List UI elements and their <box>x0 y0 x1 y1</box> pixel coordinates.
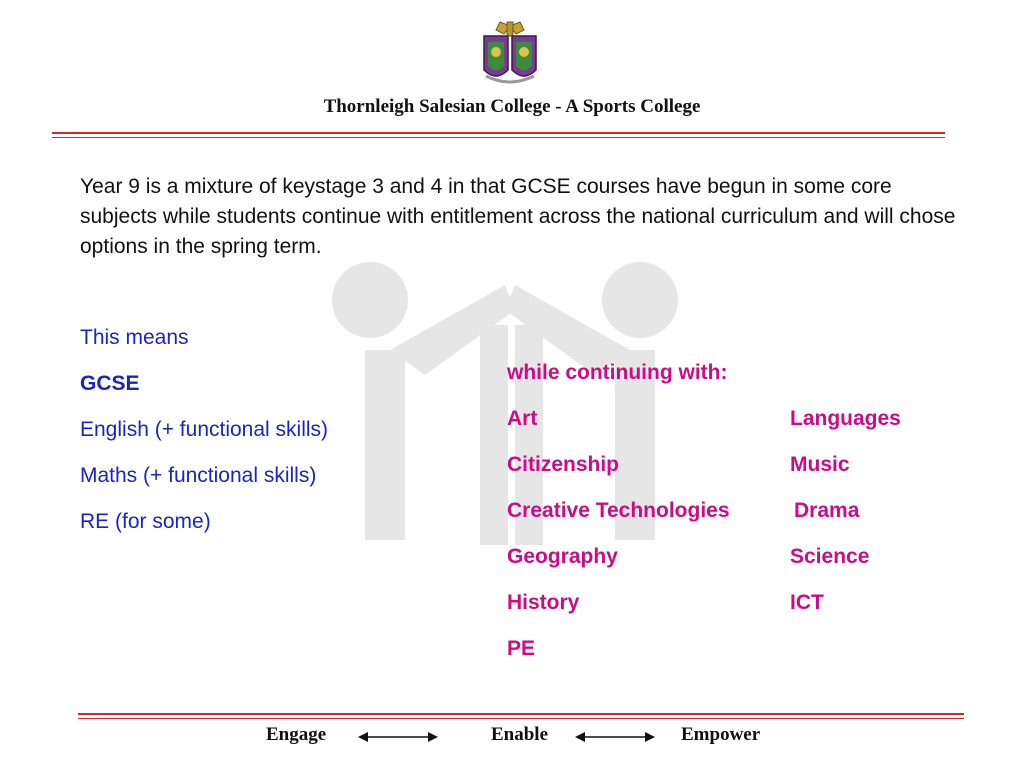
footer-divider-bottom <box>78 718 964 719</box>
double-arrow-icon <box>358 730 438 744</box>
motto-enable: Enable <box>491 724 549 745</box>
subject-science: Science <box>790 545 870 568</box>
subject-english: English (+ functional skills) <box>80 418 329 441</box>
subject-pe: PE <box>507 637 536 660</box>
footer-motto <box>0 724 1024 752</box>
subject-art: Art <box>507 407 538 430</box>
core-subjects-list <box>80 323 440 553</box>
subject-row <box>507 588 947 634</box>
subject-geography: Geography <box>507 545 618 568</box>
double-arrow-icon <box>575 730 655 744</box>
page-title: Thornleigh Salesian College - A Sports College <box>323 96 701 117</box>
header-divider-top <box>52 132 945 134</box>
subject-re: RE (for some) <box>80 510 211 533</box>
school-crest-icon <box>474 20 546 88</box>
subject-history: History <box>507 591 580 614</box>
subject-ict: ICT <box>790 591 824 614</box>
footer-divider-top <box>78 713 964 715</box>
subject-row <box>507 496 947 542</box>
header-divider-bottom <box>52 137 945 138</box>
subject-music: Music <box>790 453 850 476</box>
subject-citizenship: Citizenship <box>507 453 620 476</box>
motto-empower: Empower <box>681 724 761 745</box>
gcse-heading: GCSE <box>80 372 140 395</box>
subject-languages: Languages <box>790 407 901 430</box>
subject-maths: Maths (+ functional skills) <box>80 464 317 487</box>
intro-paragraph: Year 9 is a mixture of keystage 3 and 4 in that GCSE courses have begun in some core subjects while students continue with entitlement across the national curriculum and will chose options in the spring term. <box>80 175 956 258</box>
subject-row <box>507 634 947 680</box>
subject-drama: Drama <box>794 499 860 522</box>
subject-row <box>507 450 947 496</box>
subject-row <box>507 404 947 450</box>
subject-creative-technologies: Creative Technologies <box>507 499 730 522</box>
this-means-label: This means <box>80 326 189 349</box>
subject-row <box>507 542 947 588</box>
continuing-heading: while continuing with: <box>507 361 728 384</box>
motto-engage: Engage <box>266 724 327 745</box>
continuing-subjects-list <box>507 358 947 680</box>
